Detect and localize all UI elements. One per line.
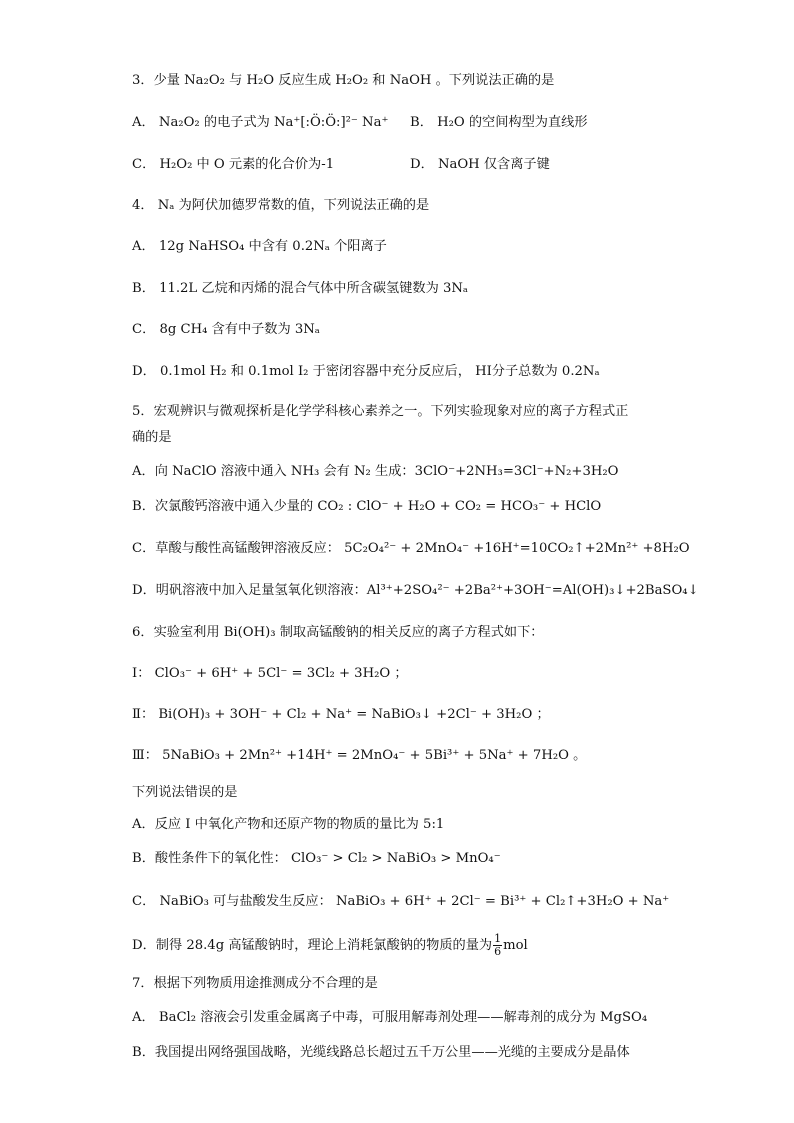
q4-option-a: A． 12g NaHSO₄ 中含有 0.2Nₐ 个阳离子 (132, 239, 387, 254)
q6-option-b: B．酸性条件下的氧化性： ClO₃⁻ > Cl₂ > NaBiO₃ > MnO₄⁻ (132, 851, 501, 866)
q6-option-d-unit: mol (503, 938, 528, 953)
q4-option-c: C． 8g CH₄ 含有中子数为 3Nₐ (132, 322, 320, 337)
fraction (493, 933, 502, 958)
q6-option-a: A．反应 I 中氧化产物和还原产物的物质的量比为 5:1 (132, 817, 445, 832)
q3-option-d: D． NaOH 仅含离子键 (410, 157, 550, 172)
q6-equation-1: Ⅰ： ClO₃⁻ + 6H⁺ + 5Cl⁻ = 3Cl₂ + 3H₂O ； (132, 666, 408, 681)
q5-stem-line2: 确的是 (132, 430, 172, 445)
q3-option-c: C． H₂O₂ 中 O 元素的化合价为-1 (132, 157, 335, 172)
q5-option-d: D．明矾溶液中加入足量氢氧化钡溶液：Al³⁺+2SO₄²⁻ +2Ba²⁺+3OH⁻=Al(OH)₃↓+2BaSO₄↓ (132, 583, 699, 598)
q7-option-a: A． BaCl₂ 溶液会引发重金属离子中毒，可服用解毒剂处理——解毒剂的成分为 MgSO₄ (132, 1010, 648, 1025)
q6-stem: 6．实验室利用 Bi(OH)₃ 制取高锰酸钠的相关反应的离子方程式如下： (132, 625, 544, 640)
q7-stem: 7．根据下列物质用途推测成分不合理的是 (132, 976, 378, 991)
q6-option-d-text: D．制得 28.4g 高锰酸钠时，理论上消耗氯酸钠的物质的量为 (132, 938, 493, 953)
q6-option-c: C． NaBiO₃ 可与盐酸发生反应： NaBiO₃ + 6H⁺ + 2Cl⁻ = Bi³⁺ + Cl₂↑+3H₂O + Na⁺ (132, 894, 670, 909)
q6-option-d (132, 933, 528, 958)
q3-option-a: A． Na₂O₂ 的电子式为 Na⁺[:Ö:Ö:]²⁻ Na⁺ (132, 115, 389, 130)
q5-option-b: B．次氯酸钙溶液中通入少量的 CO₂ : ClO⁻ + H₂O + CO₂ = HCO₃⁻ + HClO (132, 499, 602, 514)
q6-equation-2: Ⅱ： Bi(OH)₃ + 3OH⁻ + Cl₂ + Na⁺ = NaBiO₃↓ +2Cl⁻ + 3H₂O ； (132, 707, 550, 722)
q3-option-b: B． H₂O 的空间构型为直线形 (410, 115, 588, 130)
q4-option-d: D． 0.1mol H₂ 和 0.1mol I₂ 于密闭容器中充分反应后， HI分子总数为 0.2Nₐ (132, 364, 600, 379)
q4-option-b: B． 11.2L 乙烷和丙烯的混合气体中所含碳氢键数为 3Nₐ (132, 281, 468, 296)
q6-equation-3: Ⅲ： 5NaBiO₃ + 2Mn²⁺ +14H⁺ = 2MnO₄⁻ + 5Bi³⁺ + 5Na⁺ + 7H₂O 。 (132, 748, 587, 763)
q5-stem-line1: 5．宏观辨识与微观探析是化学学科核心素养之一。下列实验现象对应的离子方程式正 (132, 404, 629, 419)
q5-option-a: A．向 NaClO 溶液中通入 NH₃ 会有 N₂ 生成：3ClO⁻+2NH₃=3Cl⁻+N₂+3H₂O (132, 464, 619, 479)
q5-option-c: C．草酸与酸性高锰酸钾溶液反应： 5C₂O₄²⁻ + 2MnO₄⁻ +16H⁺=10CO₂↑+2Mn²⁺ +8H₂O (132, 541, 690, 556)
fraction-denominator: 6 (494, 945, 502, 958)
fraction-numerator: 1 (494, 932, 502, 945)
q3-stem: 3．少量 Na₂O₂ 与 H₂O 反应生成 H₂O₂ 和 NaOH 。下列说法正确的是 (132, 73, 555, 88)
q6-prompt: 下列说法错误的是 (132, 785, 238, 800)
q4-stem: 4． Nₐ 为阿伏加德罗常数的值，下列说法正确的是 (132, 198, 430, 213)
q7-option-b: B．我国提出网络强国战略，光缆线路总长超过五千万公里——光缆的主要成分是晶体 (132, 1045, 630, 1060)
